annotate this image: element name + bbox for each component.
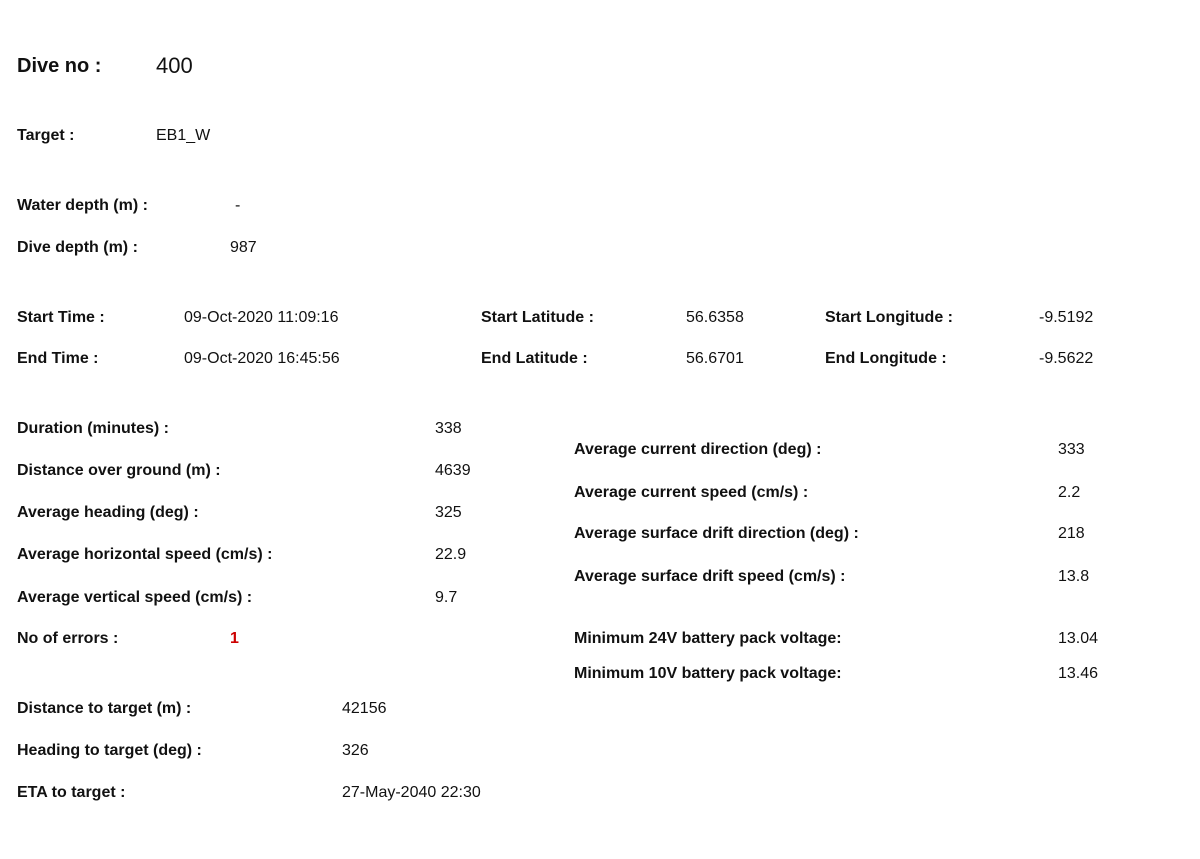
dive-depth-label: Dive depth (m) : [17,239,138,256]
battery-10v-value: 13.46 [1058,665,1099,682]
current-speed-label: Average current speed (cm/s) : [574,484,809,501]
start-latitude-value: 56.6358 [686,309,744,326]
start-latitude-label: Start Latitude : [481,309,594,326]
target-label: Target : [17,127,75,144]
errors-label: No of errors : [17,630,119,647]
surface-drift-speed-value: 13.8 [1058,568,1090,585]
average-vertical-speed-label: Average vertical speed (cm/s) : [17,589,253,606]
dive-no-label: Dive no : [17,55,102,77]
distance-to-target-value: 42156 [342,700,387,717]
distance-over-ground-label: Distance over ground (m) : [17,462,221,479]
eta-to-target-label: ETA to target : [17,784,126,801]
average-heading-label: Average heading (deg) : [17,504,199,521]
current-speed-value: 2.2 [1058,484,1081,501]
average-heading-value: 325 [435,504,462,521]
errors-value: 1 [230,630,239,647]
heading-to-target-label: Heading to target (deg) : [17,742,202,759]
average-horizontal-speed-value: 22.9 [435,546,467,563]
surface-drift-direction-label: Average surface drift direction (deg) : [574,525,859,542]
start-time-value: 09-Oct-2020 11:09:16 [184,309,339,326]
start-time-label: Start Time : [17,309,105,326]
heading-to-target-value: 326 [342,742,369,759]
end-longitude-value: -9.5622 [1039,350,1094,367]
battery-24v-label: Minimum 24V battery pack voltage: [574,630,842,647]
duration-value: 338 [435,420,462,437]
end-latitude-label: End Latitude : [481,350,588,367]
target-value: EB1_W [156,127,211,144]
end-longitude-label: End Longitude : [825,350,947,367]
average-horizontal-speed-label: Average horizontal speed (cm/s) : [17,546,273,563]
dive-depth-value: 987 [230,239,257,256]
current-direction-label: Average current direction (deg) : [574,441,822,458]
current-direction-value: 333 [1058,441,1085,458]
end-time-value: 09-Oct-2020 16:45:56 [184,350,340,367]
eta-to-target-value: 27-May-2040 22:30 [342,784,481,801]
surface-drift-speed-label: Average surface drift speed (cm/s) : [574,568,846,585]
duration-label: Duration (minutes) : [17,420,169,437]
distance-to-target-label: Distance to target (m) : [17,700,192,717]
surface-drift-direction-value: 218 [1058,525,1085,542]
battery-10v-label: Minimum 10V battery pack voltage: [574,665,842,682]
dive-no-value: 400 [156,53,193,78]
distance-over-ground-value: 4639 [435,462,471,479]
end-latitude-value: 56.6701 [686,350,744,367]
battery-24v-value: 13.04 [1058,630,1099,647]
water-depth-label: Water depth (m) : [17,197,148,214]
water-depth-value: - [235,197,241,214]
start-longitude-label: Start Longitude : [825,309,953,326]
end-time-label: End Time : [17,350,99,367]
average-vertical-speed-value: 9.7 [435,589,458,606]
start-longitude-value: -9.5192 [1039,309,1094,326]
